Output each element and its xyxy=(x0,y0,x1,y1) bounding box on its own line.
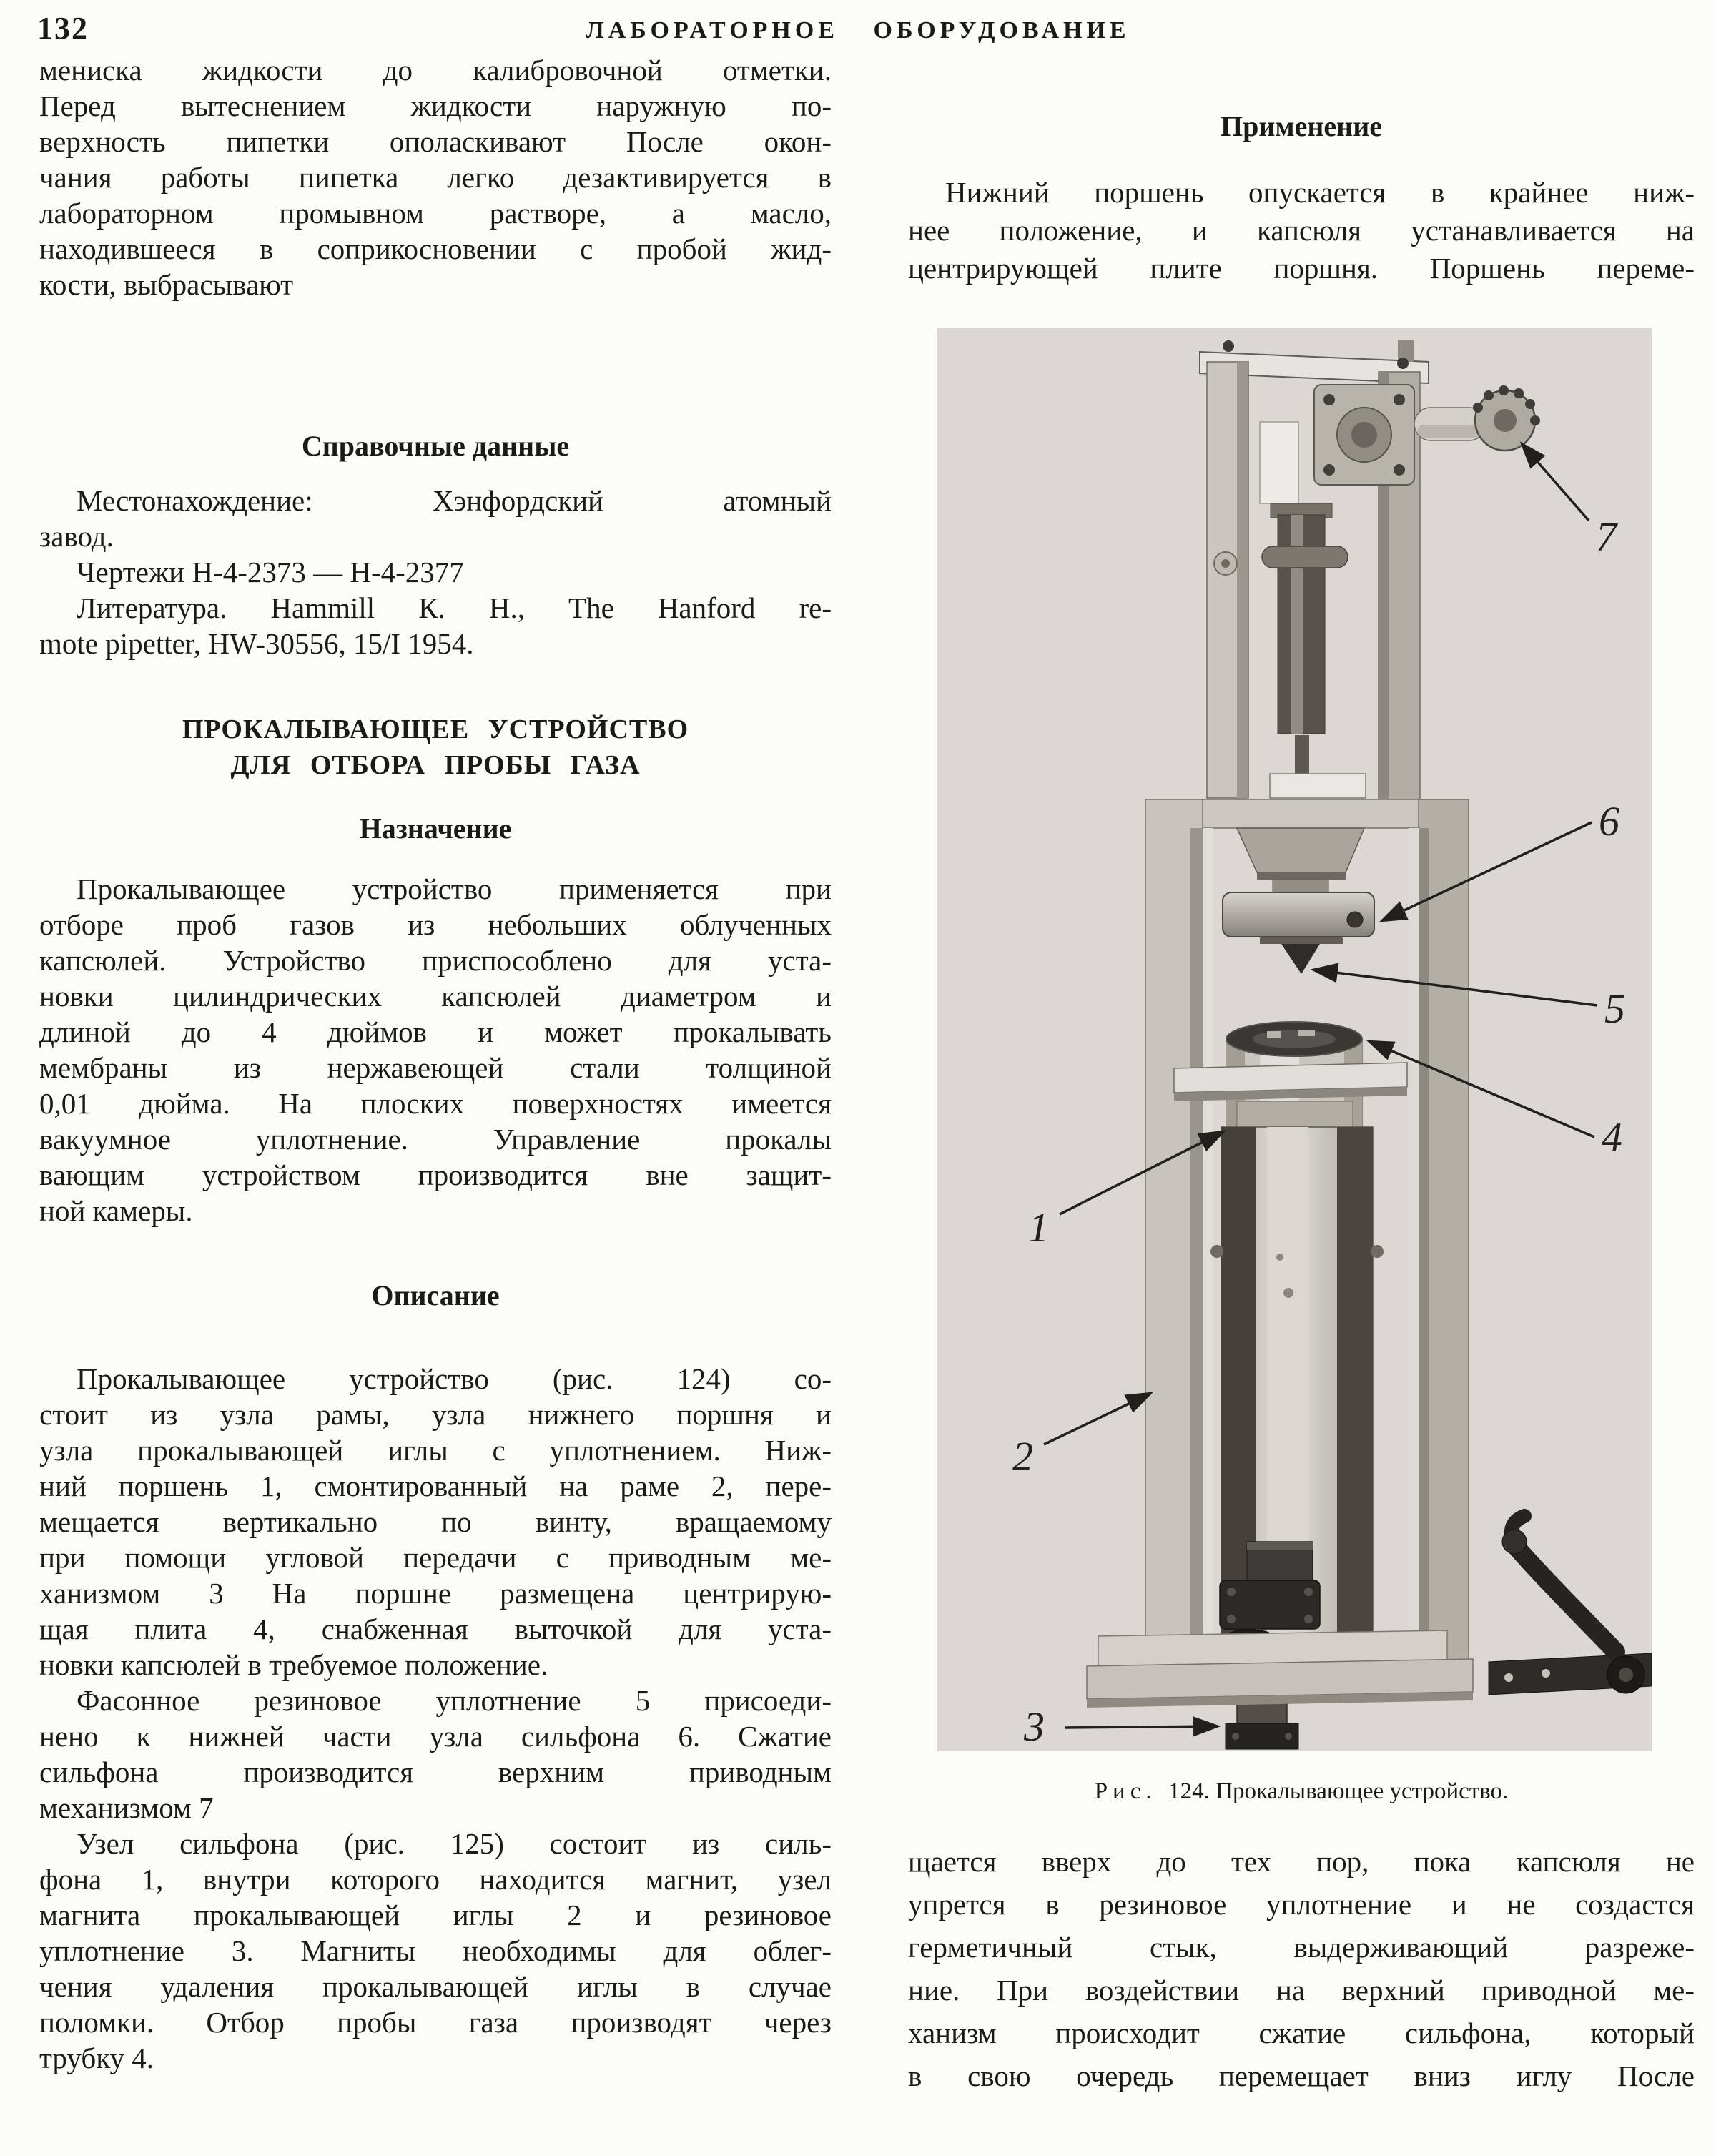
paragraph xyxy=(39,483,832,554)
paragraph xyxy=(908,174,1695,287)
text-line: вающим устройством производится вне защит- xyxy=(39,1158,832,1191)
paragraph xyxy=(39,590,832,661)
text-line: упрется в резиновое уплотнение и не создастся xyxy=(908,1888,1695,1921)
paragraph xyxy=(39,1683,832,1826)
figure-label-6: 6 xyxy=(1599,798,1619,845)
text-line: мещается вертикально по винту, вращаемому xyxy=(39,1505,832,1538)
text-line: чания работы пипетка легко дезактивируется в xyxy=(39,161,832,194)
figure-caption xyxy=(908,1778,1695,1805)
text-line: Перед вытеснением жидкости наружную по- xyxy=(39,89,832,122)
centering-plate xyxy=(1174,1063,1407,1101)
text-line: чения удаления прокалывающей иглы в случае xyxy=(39,1970,832,2003)
figure-photo xyxy=(937,328,1652,1751)
text-line: капсюлей. Устройство приспособлено для уста- xyxy=(39,944,832,977)
figure-label-2: 2 xyxy=(1012,1433,1033,1480)
figure-label-3: 3 xyxy=(1024,1703,1045,1750)
text-line: Фасонное резиновое уплотнение 5 присоеди- xyxy=(77,1684,832,1717)
text-line: новки цилиндрических капсюлей диаметром и xyxy=(39,980,832,1013)
collar-ring xyxy=(1223,892,1374,944)
paragraph xyxy=(39,52,832,302)
text-line: узла прокалывающей иглы с уплотнением. Ниж- xyxy=(39,1434,832,1467)
text-line: новки капсюлей в требуемое положение. xyxy=(39,1648,548,1681)
base-plate xyxy=(1087,1630,1473,1708)
text-line: нее положение, и капсюля устанавливается на xyxy=(908,214,1695,247)
text-line: магнита прокалывающей иглы 2 и резиновое xyxy=(39,1899,832,1931)
text-line: отборе проб газов из небольших облученных xyxy=(39,908,832,941)
text-line: ний поршень 1, смонтированный на раме 2, пере- xyxy=(39,1470,832,1502)
text-line: находившееся в соприкосновении с пробой жид- xyxy=(39,232,832,265)
text-line: Литература. Hammill К. Н., The Hanford re- xyxy=(77,591,832,624)
text-line: уплотнение 3. Магниты необходимы для облег- xyxy=(39,1934,832,1967)
figure-caption-label: Рис. xyxy=(1094,1778,1157,1804)
figure-caption-text: 124. Прокалывающее устройство. xyxy=(1168,1778,1509,1804)
text-line: сильфона производится верхним приводным xyxy=(39,1756,832,1788)
text-line: щая плита 4, снабженная выточкой для уста- xyxy=(39,1613,832,1645)
text-line: стоит из узла рамы, узла нижнего поршня и xyxy=(39,1398,832,1431)
text-line: Местонахождение: Хэнфордский атомный xyxy=(77,484,832,517)
text-line: при помощи угловой передачи с приводным ме- xyxy=(39,1541,832,1574)
page-number: 132 xyxy=(37,11,89,46)
text-line: Прокалывающее устройство (рис. 124) со- xyxy=(77,1362,832,1395)
chapter-heading-line1: ПРОКАЛЫВАЮЩЕЕ УСТРОЙСТВО xyxy=(182,714,689,744)
paragraph xyxy=(39,1826,832,2076)
text-line: mote pipetter, HW-30556, 15/I 1954. xyxy=(39,627,474,660)
text-line: Прокалывающее устройство применяется при xyxy=(77,872,832,905)
paragraph xyxy=(39,554,832,590)
section-heading: Применение xyxy=(1220,110,1383,142)
figure-label-7: 7 xyxy=(1596,513,1617,560)
text-line: механизмом 7 xyxy=(39,1791,214,1824)
text-line: Чертежи Н-4-2373 — Н-4-2377 xyxy=(77,556,464,589)
text-line: центрирующей плите поршня. Поршень переме- xyxy=(908,252,1695,285)
chapter-heading xyxy=(39,712,832,783)
text-line: мембраны из нержавеющей стали толщиной xyxy=(39,1051,832,1084)
text-line: вакуумное уплотнение. Управление прокалы xyxy=(39,1123,832,1156)
text-line: нено к нижней части узла сильфона 6. Сжатие xyxy=(39,1720,832,1753)
figure-label-4: 4 xyxy=(1602,1114,1622,1161)
text-line: завод. xyxy=(39,520,114,553)
text-line: ной камеры. xyxy=(39,1194,193,1227)
text-line: Нижний поршень опускается в крайнее ниж- xyxy=(945,176,1695,209)
chapter-heading-line2: ДЛЯ ОТБОРА ПРОБЫ ГАЗА xyxy=(230,750,641,780)
text-line: кости, выбрасывают xyxy=(39,268,294,301)
text-line: щается вверх до тех пор, пока капсюля не xyxy=(908,1845,1695,1878)
text-line: Узел сильфона (рис. 125) состоит из силь- xyxy=(77,1827,832,1860)
text-line: фона 1, внутри которого находится магнит, узел xyxy=(39,1863,832,1896)
figure-label-5: 5 xyxy=(1604,985,1625,1032)
text-line: мениска жидкости до калибровочной отметки. xyxy=(39,54,832,87)
section-heading: Описание xyxy=(371,1279,500,1311)
running-header: ЛАБОРАТОРНОЕ ОБОРУДОВАНИЕ xyxy=(586,17,1130,44)
section-heading: Справочные данные xyxy=(301,430,570,462)
text-line: ханизм происходит сжатие сильфона, который xyxy=(908,2017,1695,2049)
text-line: трубку 4. xyxy=(39,2042,154,2074)
text-line: поломки. Отбор пробы газа производят через xyxy=(39,2006,832,2039)
figure-label-1: 1 xyxy=(1028,1204,1049,1251)
paragraph xyxy=(908,1840,1695,2097)
text-line: верхность пипетки ополаскивают После окон- xyxy=(39,125,832,158)
text-line: в свою очередь перемещает вниз иглу После xyxy=(908,2059,1695,2092)
text-line: ханизмом 3 На поршне размещена центрирую- xyxy=(39,1577,832,1610)
text-line: 0,01 дюйма. На плоских поверхностях имеется xyxy=(39,1087,832,1120)
text-line: длиной до 4 дюймов и может прокалывать xyxy=(39,1015,832,1048)
paragraph xyxy=(39,1361,832,1683)
paragraph xyxy=(39,871,832,1229)
text-line: герметичный стык, выдерживающий разреже- xyxy=(908,1931,1695,1964)
section-heading: Назначение xyxy=(359,812,512,845)
text-line: ние. При воздействии на верхний приводной ме- xyxy=(908,1974,1695,2007)
text-line: лабораторном промывном растворе, а масло, xyxy=(39,197,832,230)
